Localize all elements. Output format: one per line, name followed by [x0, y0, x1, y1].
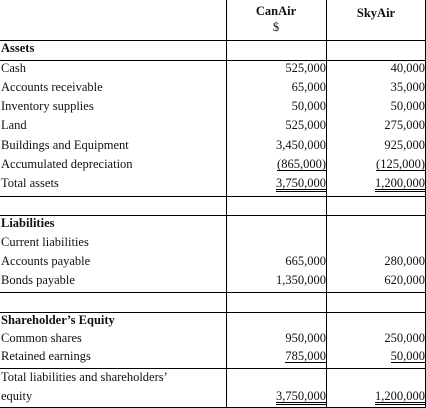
canair-value: 665,000 [285, 254, 326, 268]
row-label: Buildings and Equipment [1, 138, 129, 152]
row-divider [0, 60, 426, 61]
canair-value: 1,350,000 [276, 273, 326, 287]
column-header-skyair: SkyAir [356, 6, 396, 20]
double-underlined-value: 3,750,000 [276, 389, 326, 403]
row-label: Total assets [1, 176, 59, 190]
skyair-value: 620,000 [384, 273, 425, 287]
underlined-value: 50,000 [390, 349, 425, 363]
row-label: Accounts receivable [1, 80, 103, 94]
canair-value: 65,000 [291, 80, 326, 94]
double-underlined-value: 3,750,000 [276, 176, 326, 190]
row-label: Land [1, 118, 27, 132]
section-title-assets: Assets [1, 41, 35, 55]
row-label: Cash [1, 61, 26, 75]
skyair-value: 280,000 [384, 254, 425, 268]
underlined-value: (125,000) [376, 157, 425, 171]
underlined-value: 785,000 [285, 349, 326, 363]
double-underlined-value: 1,200,000 [375, 389, 425, 403]
canair-value [285, 349, 326, 364]
row-divider [0, 215, 426, 216]
skyair-value [375, 389, 425, 405]
row-divider [0, 40, 426, 41]
canair-value: 525,000 [285, 118, 326, 132]
canair-value [276, 389, 326, 405]
column-header-canair: CanAir [255, 4, 297, 18]
section-title-liabilities: Liabilities [1, 216, 55, 230]
underlined-value: (865,000) [277, 157, 326, 171]
row-label: Inventory supplies [1, 99, 94, 113]
skyair-value [375, 176, 425, 192]
subsection-current-liabilities: Current liabilities [1, 235, 89, 249]
row-divider [0, 368, 426, 369]
row-label: Retained earnings [1, 349, 91, 363]
canair-value: 3,450,000 [276, 138, 326, 152]
total-label-line1: Total liabilities and shareholders’ [1, 370, 168, 384]
skyair-value: 275,000 [384, 118, 425, 132]
skyair-value: 50,000 [390, 99, 425, 113]
row-label: Common shares [1, 331, 82, 345]
total-label-line2: equity [1, 389, 33, 403]
canair-value: 950,000 [285, 331, 326, 345]
canair-value: 50,000 [291, 99, 326, 113]
canair-value [276, 176, 326, 192]
currency-symbol: $ [272, 20, 280, 34]
canair-value [277, 157, 326, 172]
canair-value: 525,000 [285, 61, 326, 75]
skyair-value: 925,000 [384, 138, 425, 152]
row-label: Bonds payable [1, 273, 75, 287]
row-label: Accounts payable [1, 254, 91, 268]
column-divider [326, 0, 327, 408]
skyair-value: 35,000 [390, 80, 425, 94]
row-divider [0, 196, 426, 197]
skyair-value: 40,000 [390, 61, 425, 75]
section-title-equity: Shareholder’s Equity [1, 313, 115, 327]
skyair-value [391, 349, 425, 364]
row-divider [0, 292, 426, 293]
row-label: Accumulated depreciation [1, 157, 133, 171]
skyair-value [376, 157, 425, 172]
column-divider [226, 0, 227, 408]
double-underlined-value: 1,200,000 [375, 176, 425, 190]
skyair-value: 250,000 [384, 331, 425, 345]
